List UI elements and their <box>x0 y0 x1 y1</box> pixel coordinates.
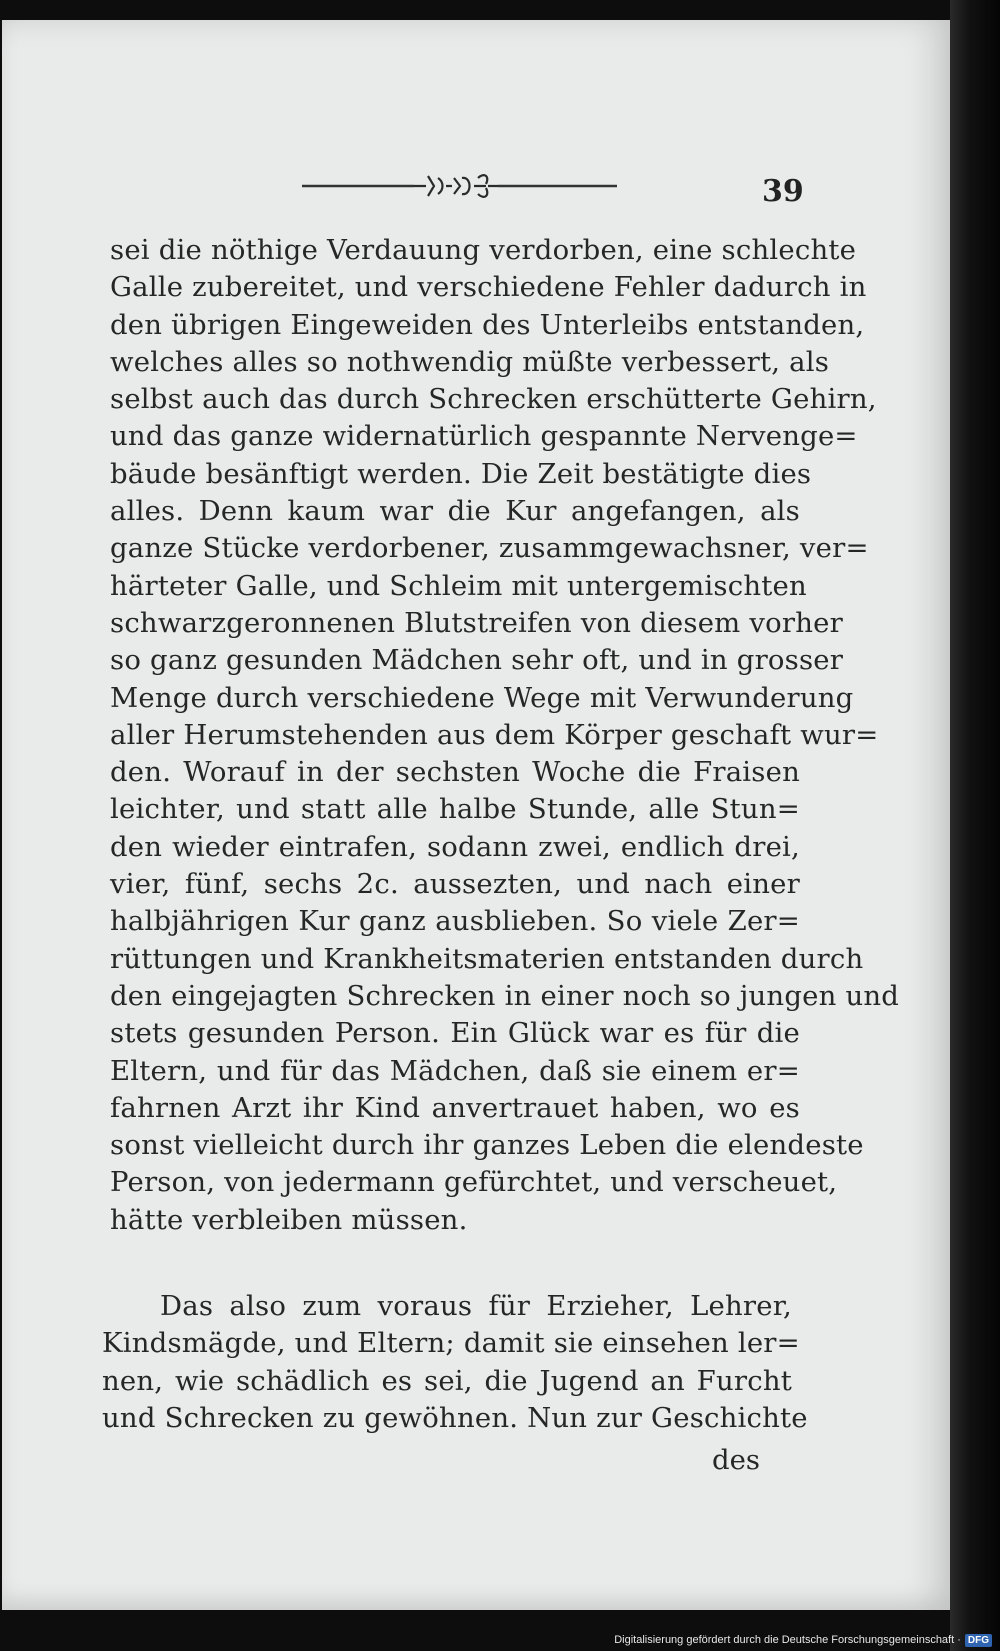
text-line: welches alles so nothwendig müßte verbessert, als <box>110 345 830 378</box>
text-line: den. Worauf in der sechsten Woche die Fraisen <box>110 756 800 789</box>
text-line: halbjährigen Kur ganz ausblieben. So viele Zer= <box>110 905 800 938</box>
text-line: stets gesunden Person. Ein Glück war es für die <box>110 1017 800 1050</box>
text-line: leichter, und statt alle halbe Stunde, alle Stun= <box>110 793 800 826</box>
text-line: Kindsmägde, und Eltern; damit sie einsehen ler= <box>102 1327 800 1360</box>
dfg-logo-icon: DFG <box>965 1634 992 1647</box>
digitization-credit <box>614 1631 992 1649</box>
text-line: bäude besänftigt werden. Die Zeit bestätigte dies <box>110 457 812 490</box>
text-line: den wieder eintrafen, sodann zwei, endlich drei, <box>110 830 800 863</box>
text-line: Galle zubereitet, und verschiedene Fehler dadurch in <box>110 271 867 304</box>
credit-text: Digitalisierung gefördert durch die Deutsche Forschungsgemeinschaft · <box>614 1634 961 1646</box>
text-line: schwarzgeronnenen Blutstreifen von diesem vorher <box>110 606 843 639</box>
head-ornament <box>302 166 617 206</box>
paragraph-second <box>102 1288 808 1437</box>
text-line: Eltern, und für das Mädchen, daß sie einem er= <box>110 1054 800 1087</box>
text-line: alles. Denn kaum war die Kur angefangen, als <box>110 495 800 528</box>
text-line: härteter Galle, und Schleim mit untergemischten <box>110 569 807 602</box>
text-line: Das also zum voraus für Erzieher, Lehrer, <box>160 1290 792 1322</box>
text-line: Menge durch verschiedene Wege mit Verwunderung <box>110 681 854 714</box>
text-line: fahrnen Arzt ihr Kind anvertrauet haben, wo es <box>110 1091 800 1124</box>
text-line: rüttungen und Krankheitsmaterien entstanden durch <box>110 942 864 975</box>
text-line: hätte verbleiben müssen. <box>110 1203 468 1236</box>
text-line: selbst auch das durch Schrecken erschütterte Gehirn, <box>110 383 877 416</box>
scan-background-edge <box>950 0 1000 1651</box>
text-line: und das ganze widernatürlich gespannte Nervenge= <box>110 420 858 453</box>
text-line: sei die nöthige Verdauung verdorben, eine schlechte <box>110 234 857 266</box>
catchword: des <box>712 1444 760 1476</box>
paragraph-main <box>110 232 900 1239</box>
text-line: und Schrecken zu gewöhnen. Nun zur Geschichte <box>102 1401 808 1434</box>
book-page <box>2 20 950 1610</box>
text-line: aller Herumstehenden aus dem Körper geschaft wur= <box>110 718 879 751</box>
text-line: Person, von jedermann gefürchtet, und verscheuet, <box>110 1166 838 1199</box>
text-line: so ganz gesunden Mädchen sehr oft, und in grosser <box>110 644 844 677</box>
text-line: ganze Stücke verdorbener, zusammgewachsner, ver= <box>110 532 869 565</box>
text-line: den eingejagten Schrecken in einer noch so jungen und <box>110 979 900 1012</box>
text-line: nen, wie schädlich es sei, die Jugend an Furcht <box>102 1364 792 1397</box>
page-number: 39 <box>762 174 804 209</box>
text-line: vier, fünf, sechs 2c. aussezten, und nach einer <box>110 868 800 901</box>
text-line: sonst vielleicht durch ihr ganzes Leben die elendeste <box>110 1129 864 1162</box>
text-line: den übrigen Eingeweiden des Unterleibs entstanden, <box>110 308 865 341</box>
